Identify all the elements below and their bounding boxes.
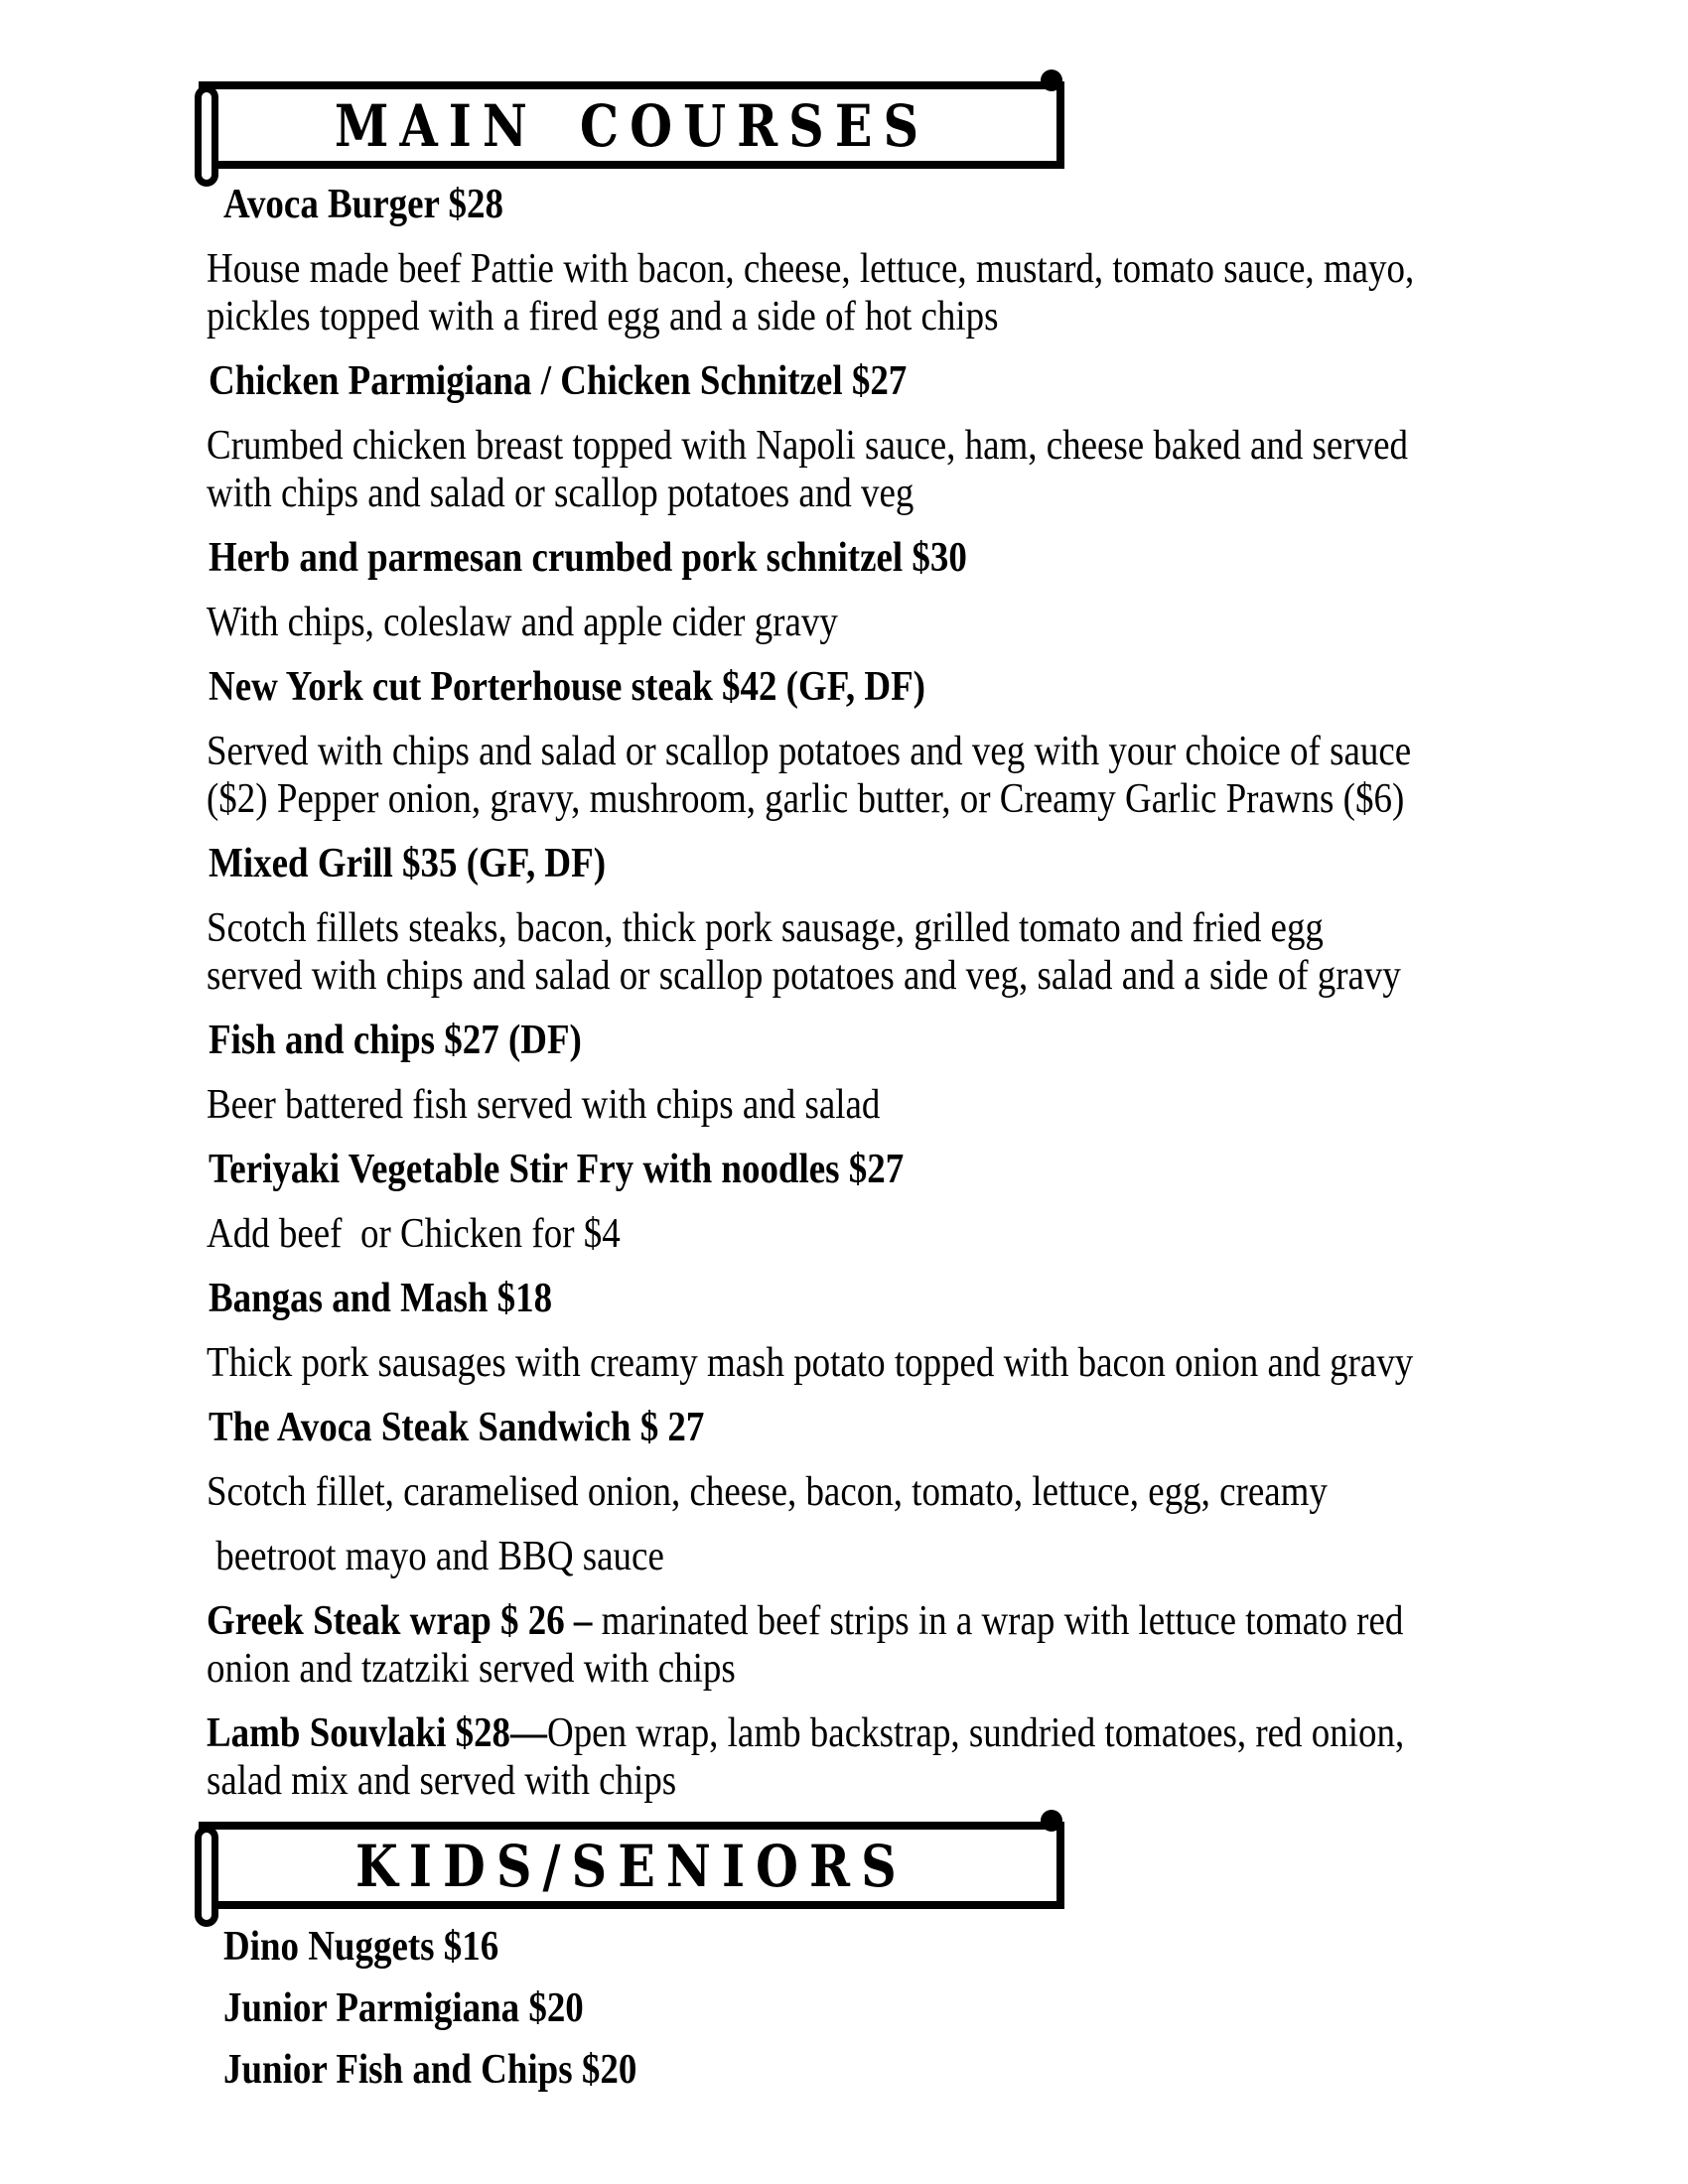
banner-right-pin-icon xyxy=(1041,69,1062,91)
menu-item-name: Avoca Burger $28 xyxy=(223,182,503,227)
banner-right-pin-icon xyxy=(1041,1810,1062,1832)
description-line: ($2) Pepper onion, gravy, mushroom, garlic butter, or Creamy Garlic Prawns ($6) xyxy=(207,776,1405,822)
description-line xyxy=(207,1597,1404,1645)
section-title-kids-seniors: KIDS/SENIORS xyxy=(355,1833,908,1900)
menu-item-name-inline: Greek Steak wrap $ 26 – xyxy=(207,1598,593,1644)
menu-item-name: Bangas and Mash $18 xyxy=(209,1276,553,1321)
menu-item-description xyxy=(207,904,1401,1000)
description-line: served with chips and salad or scallop potatoes and veg, salad and a side of gravy xyxy=(207,953,1401,999)
section-banner-kids-seniors xyxy=(199,1822,1064,1909)
menu-item-name: The Avoca Steak Sandwich $ 27 xyxy=(209,1405,705,1450)
description-line: salad mix and served with chips xyxy=(207,1758,677,1804)
menu-item-name: Herb and parmesan crumbed pork schnitzel $30 xyxy=(209,535,967,581)
description-line: with chips and salad or scallop potatoes and veg xyxy=(207,471,914,516)
menu-item-description xyxy=(207,422,1409,517)
description-line: Thick pork sausages with creamy mash potato topped with bacon onion and gravy xyxy=(207,1340,1414,1386)
menu-item-name: Chicken Parmigiana / Chicken Schnitzel $27 xyxy=(209,358,908,404)
banner-left-pin-icon xyxy=(195,85,218,187)
menu-item-name: Fish and chips $27 (DF) xyxy=(209,1018,582,1063)
menu-item-inline xyxy=(207,1597,1404,1693)
menu-item-name: New York cut Porterhouse steak $42 (GF, DF) xyxy=(209,664,925,710)
description-line: Crumbed chicken breast topped with Napoli sauce, ham, cheese baked and served xyxy=(207,423,1409,469)
description-line: Add beef or Chicken for $4 xyxy=(207,1211,621,1257)
menu-item-description xyxy=(207,728,1412,823)
menu-item-name: Junior Fish and Chips $20 xyxy=(223,2047,637,2093)
description-line: House made beef Pattie with bacon, cheese, lettuce, mustard, tomato sauce, mayo, xyxy=(207,246,1415,292)
description-line: pickles topped with a fired egg and a side of hot chips xyxy=(207,294,999,340)
banner-left-pin-icon xyxy=(195,1826,218,1927)
menu-item-tail: marinated beef strips in a wrap with lettuce tomato red xyxy=(592,1598,1404,1644)
menu-item-name-inline: Lamb Souvlaki $28— xyxy=(207,1710,548,1756)
description-line: With chips, coleslaw and apple cider gravy xyxy=(207,600,838,645)
menu-item-description xyxy=(207,1210,1368,1258)
description-line: Scotch fillet, caramelised onion, cheese, bacon, tomato, lettuce, egg, creamy xyxy=(207,1469,1328,1515)
menu-item-name: Junior Parmigiana $20 xyxy=(223,1985,584,2031)
menu-item-description xyxy=(207,1533,1368,1580)
menu-item-description xyxy=(207,599,1368,646)
menu-item-name: Mixed Grill $35 (GF, DF) xyxy=(209,841,607,887)
menu-item-description xyxy=(207,245,1415,341)
section-title-main-courses: MAIN COURSES xyxy=(334,92,929,160)
section-banner-main-courses xyxy=(199,81,1064,169)
menu-item-inline xyxy=(207,1709,1405,1805)
menu-item-description xyxy=(207,1081,1368,1129)
description-line: onion and tzatziki served with chips xyxy=(207,1646,736,1692)
menu-item-description xyxy=(207,1468,1368,1516)
menu-content xyxy=(207,81,1527,2108)
menu-item-tail: Open wrap, lamb backstrap, sundried tomatoes, red onion, xyxy=(547,1710,1405,1756)
menu-item-name: Teriyaki Vegetable Stir Fry with noodles $27 xyxy=(209,1147,905,1192)
menu-item-name: Dino Nuggets $16 xyxy=(223,1924,499,1970)
section-kids-seniors xyxy=(207,1923,1527,2094)
description-line xyxy=(207,1709,1405,1757)
description-line: Beer battered fish served with chips and salad xyxy=(207,1082,881,1128)
description-line: beetroot mayo and BBQ sauce xyxy=(207,1534,664,1579)
description-line: Served with chips and salad or scallop potatoes and veg with your choice of sauce xyxy=(207,729,1412,774)
description-line: Scotch fillets steaks, bacon, thick pork sausage, grilled tomato and fried egg xyxy=(207,905,1324,951)
menu-item-description xyxy=(207,1339,1414,1387)
section-main-courses xyxy=(207,181,1527,1805)
